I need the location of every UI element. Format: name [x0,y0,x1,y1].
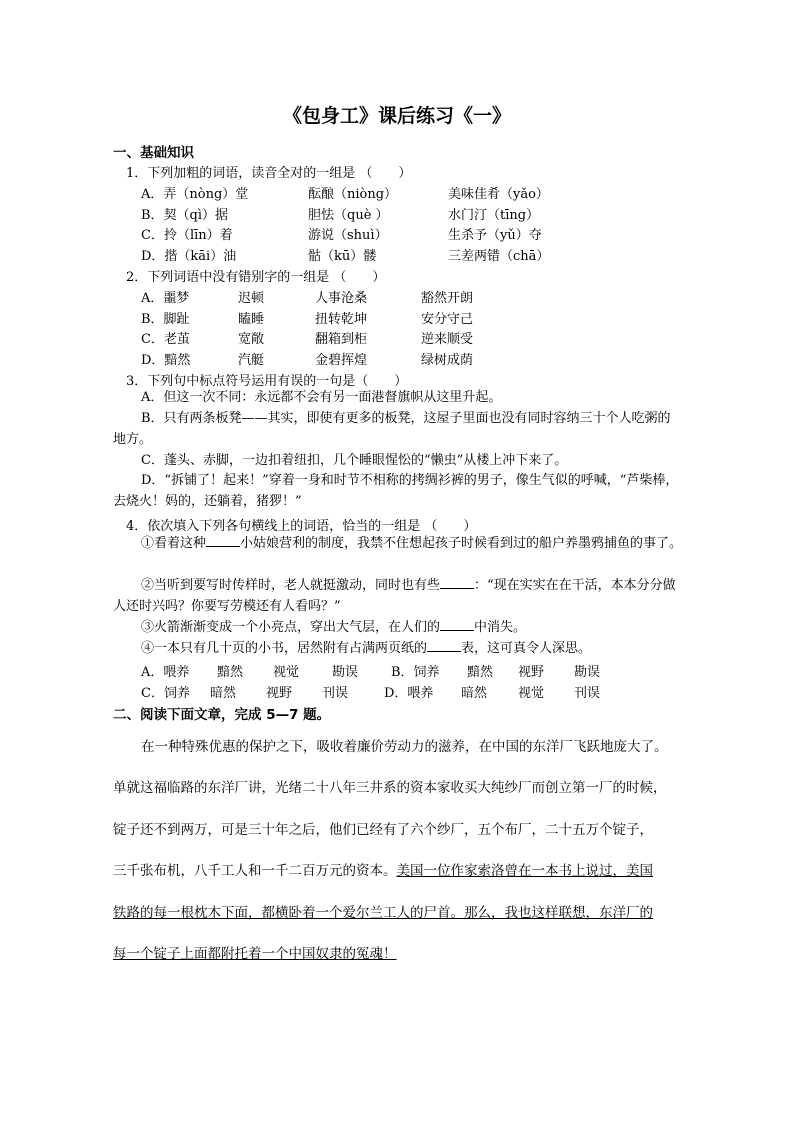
option-word: 黯然 [467,665,494,680]
option-word: 视觉 [518,686,545,701]
question-2-row-d [141,349,701,367]
option-cell: 生杀予（yǔ）夺 [448,228,542,243]
question-2-row-c [141,328,701,346]
option-cell: A．噩梦 [141,291,190,306]
option-cell: D．黯然 [141,353,191,368]
option-cell: 骷（kū）髅 [308,249,377,264]
question-1-row-d [141,245,701,263]
option-cell: 豁然开朗 [421,291,474,306]
option-cell: B．脚趾 [141,312,190,327]
option-word: 刊误 [574,686,601,701]
option-cell: C．老茧 [141,332,190,347]
option-cell: 安分守己 [421,312,474,327]
underlined-passage-text: 美国一位作家索洛曾在一本书上说过，美国 [396,863,653,879]
question-2-row-b [141,308,701,326]
option-word: 勘误 [332,665,359,680]
sentence-text: 小姑娘营利的制度，我禁不住想起孩子时候看到过的船户养墨鸦捕鱼的事了。 [240,536,683,551]
option-cell: 扭转乾坤 [315,312,368,327]
question-3-option-c: C．蓬头、赤脚，一边扣着纽扣，几个睡眼惺忪的“懒虫”从楼上冲下来了。 [141,453,568,468]
question-3-stem: 3．下列句中标点符号运用有误的一句是（ ） [126,374,408,389]
option-word: 勘误 [574,665,601,680]
sentence-text: ：“现在实实在在干活，本本分分做人还时兴吗？你要写劳模还有人看吗？” [113,578,676,614]
option-cell: 逆来顺受 [421,332,474,347]
passage-line [113,859,688,879]
option-cell: 人事沧桑 [315,291,368,306]
option-word: 暗然 [210,686,237,701]
sentence-text: ②当听到要写时传样时，老人就挺激动，同时也有些 [141,578,441,593]
question-1-row-a [141,183,701,201]
option-cell: 翻箱到柜 [315,332,368,347]
option-word: A．喂养 [141,665,190,680]
question-3-option-b: B．只有两条板凳——其实，即使有更多的板凳，这屋子里面也没有同时容纳三十个人吃粥的地方。 [113,411,671,447]
option-cell: C．拎（līn）着 [141,228,233,243]
passage-line: 锭子还不到两万，可是三十年之后，他们已经有了六个纱厂，五个布厂，二十五万个锭子， [113,822,653,838]
question-4-options-row-1 [141,661,701,679]
sentence-text: 表，这可真令人深思。 [461,641,592,656]
option-cell: 宽敞 [238,332,265,347]
question-4-sentence-2 [113,575,683,617]
option-word: C．饲养 [141,686,190,701]
question-2-row-a [141,287,701,305]
fill-in-blank [206,534,240,547]
question-4-sentence-1 [113,533,683,554]
question-4-stem: 4．依次填入下列各句横线上的词语，恰当的一组是 （ ） [126,519,477,534]
option-word: 刊误 [322,686,349,701]
question-2-stem: 2．下列词语中没有错别字的一组是 （ ） [126,270,386,285]
question-1-stem: 1．下列加粗的词语，读音全对的一组是 （ ） [126,166,412,181]
option-cell: 绿树成荫 [421,353,474,368]
underlined-passage-line: 铁路的每一根枕木下面，都横卧着一个爱尔兰工人的尸首。那么，我也这样联想，东洋厂的 [113,905,653,921]
option-cell: 水门汀（tīng） [448,208,540,223]
option-cell: 迟顿 [238,291,265,306]
option-word: 视野 [518,665,545,680]
option-word: 暗然 [461,686,488,701]
question-3-option-a: A．但这一次不同：永远都不会有另一面港督旗帜从这里升起。 [141,390,502,405]
option-cell: A．弄（nòng）堂 [141,187,249,202]
option-cell: 三差两错（chā） [448,249,550,264]
question-4-sentence-3 [113,617,683,638]
option-cell: B．契（qì）据 [141,208,229,223]
section-heading-reading: 二、阅读下面文章，完成 5—7 题。 [113,707,331,723]
sentence-text: ③火箭渐渐变成一个小亮点，穿出大气层，在人们的 [141,620,441,635]
option-cell: 胆怯（què ） [308,208,389,223]
option-cell: 游说（shuì） [308,228,388,243]
option-word: 视觉 [273,665,300,680]
question-1-row-b [141,204,701,222]
question-1-row-c [141,224,701,242]
option-word: 视野 [266,686,293,701]
question-4-sentence-4 [113,638,683,659]
passage-text: 三千张布机，八千工人和一千二百万元的资本。 [113,863,397,879]
option-cell: 汽艇 [238,353,265,368]
sentence-text: 中消失。 [474,620,527,635]
fill-in-blank [440,618,474,631]
sentence-text: ④一本只有几十页的小书，居然附有占满两页纸的 [141,641,428,656]
option-cell: 酝酿（niòng） [308,187,398,202]
sentence-text: ①看着这种 [141,536,207,551]
passage-line: 在一种特殊优惠的保护之下，吸收着廉价劳动力的滋养，在中国的东洋厂飞跃地庞大了。 [141,739,668,755]
underlined-passage-line: 每一个锭子上面都附托着一个中国奴隶的冤魂！ [113,946,397,962]
page-title: 《包身工》课后练习《一》 [282,105,511,127]
fill-in-blank [440,576,474,589]
option-cell: D．揩（kāi）油 [141,249,237,264]
question-4-options-row-2 [141,682,701,700]
option-word: D．喂养 [384,686,434,701]
option-word: B．饲养 [391,665,440,680]
option-cell: 瞌睡 [238,312,265,327]
option-cell: 金碧挥煌 [315,353,368,368]
section-heading-basic-knowledge: 一、基础知识 [113,145,194,161]
question-3-option-d: D．“拆铺了！起来！”穿着一身和时节不相称的拷绸衫裤的男子，像生气似的呼喊，“芦柴棒，去烧火！妈的，还躺着，猪猡！” [113,473,679,509]
option-cell: 美味佳肴（yǎo） [448,187,549,202]
passage-line: 单就这福临路的东洋厂讲，光绪二十八年三井系的资本家收买大纯纱厂而创立第一厂的时候， [113,780,667,796]
fill-in-blank [427,639,461,652]
option-word: 黯然 [217,665,244,680]
